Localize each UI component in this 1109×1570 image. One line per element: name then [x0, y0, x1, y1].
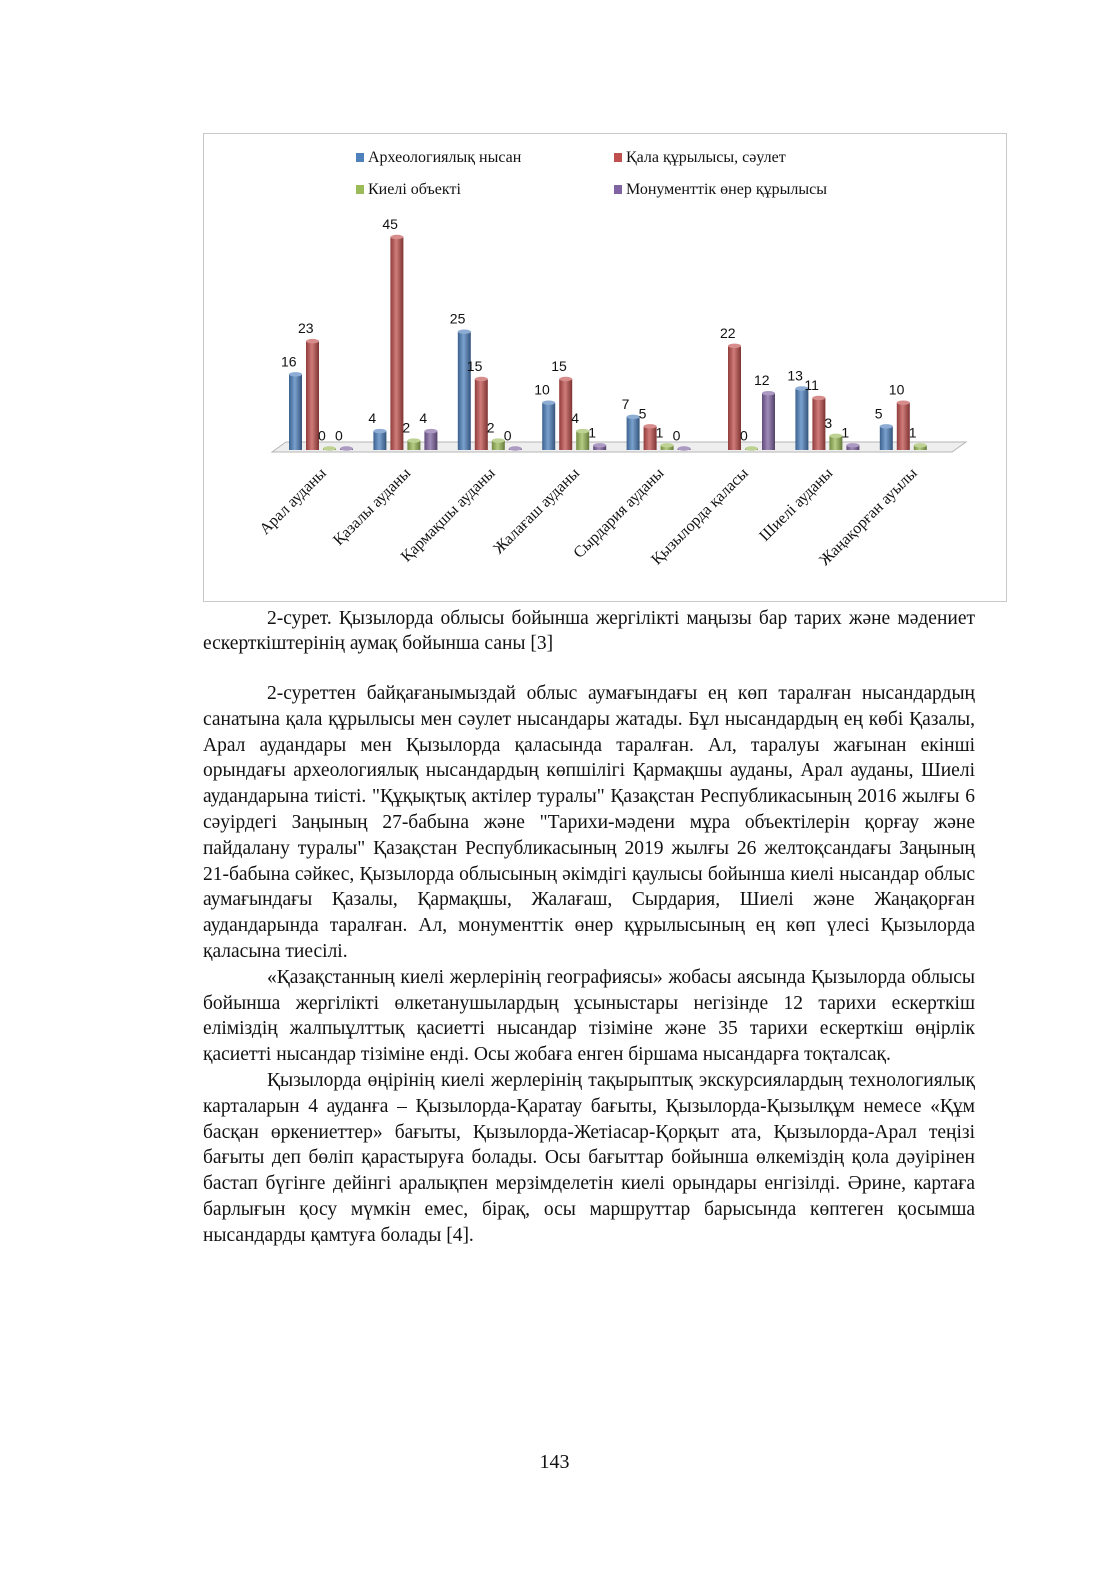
- data-label: 15: [551, 358, 567, 374]
- bar-body: [289, 374, 302, 450]
- bar: [340, 446, 353, 450]
- chart-category-labels: [257, 465, 921, 569]
- data-label: 7: [621, 395, 630, 412]
- category-label: Жаңақорған ауылы: [816, 464, 921, 570]
- data-label: 1: [588, 424, 596, 441]
- bar-top: [846, 443, 859, 447]
- bar-top: [880, 424, 893, 428]
- bar-top: [678, 446, 691, 450]
- bar: [509, 446, 522, 450]
- bar: [762, 391, 775, 450]
- bar-top: [424, 429, 437, 433]
- bar-top: [390, 235, 403, 239]
- data-label: 1: [655, 424, 664, 441]
- bar-top: [509, 446, 522, 450]
- bar: [458, 329, 471, 450]
- bar-top: [897, 400, 910, 404]
- bar: [795, 386, 808, 450]
- bar-top: [475, 377, 488, 381]
- data-label: 10: [888, 381, 905, 398]
- bar-body: [458, 332, 471, 450]
- bar: [914, 443, 927, 450]
- page-number: 143: [539, 1451, 570, 1473]
- bar-body: [795, 388, 808, 450]
- bar-top: [812, 396, 825, 400]
- bar: [880, 424, 893, 450]
- data-label: 22: [720, 324, 736, 341]
- bar-top: [340, 446, 353, 450]
- data-label: 0: [503, 427, 512, 444]
- bar-top: [407, 438, 420, 442]
- figure-caption: [203, 606, 975, 656]
- bar: [593, 443, 606, 450]
- bar-top: [289, 372, 302, 376]
- legend-label: Қала құрылысы, сәулет: [626, 149, 786, 166]
- bar-top: [762, 391, 775, 395]
- data-label: 4: [419, 410, 428, 427]
- legend-swatch: [356, 153, 364, 162]
- data-label: 13: [787, 367, 803, 384]
- bar: [407, 438, 420, 450]
- bar: [678, 446, 691, 450]
- data-label: 25: [449, 310, 466, 327]
- bar-top: [745, 446, 758, 450]
- category-label: Шиелі ауданы: [756, 464, 837, 545]
- data-label: 1: [908, 424, 917, 441]
- bar-top: [661, 443, 674, 447]
- category-label: Қазалы ауданы: [330, 464, 415, 549]
- legend-label: Монументтік өнер құрылысы: [626, 181, 827, 198]
- data-label: 3: [824, 414, 833, 431]
- bar-top: [458, 329, 471, 333]
- bar-chart: [203, 133, 1007, 602]
- bar-body: [390, 237, 403, 450]
- data-label: 0: [740, 427, 748, 444]
- data-label: 11: [804, 376, 819, 393]
- body-text: [203, 681, 975, 1249]
- data-label: 0: [335, 427, 343, 444]
- bar-top: [559, 377, 572, 381]
- category-label: Қызылорда қаласы: [648, 464, 752, 569]
- data-label: 16: [281, 353, 297, 370]
- figure-caption-text: 2-сурет. Қызылорда облысы бойынша жергілікті маңызы бар тарих және мәдениет ескерткіштерінің аумақ бойынша саны [3]: [203, 608, 975, 654]
- legend-swatch: [356, 185, 364, 194]
- data-label: 0: [318, 427, 326, 444]
- bar: [745, 446, 758, 450]
- chart-legend: [356, 149, 827, 198]
- category-label: Сырдария ауданы: [570, 464, 668, 562]
- data-label: 10: [534, 381, 550, 398]
- bar: [846, 443, 859, 450]
- data-label: 5: [638, 405, 647, 422]
- bar-body: [475, 379, 488, 450]
- data-label: 4: [368, 410, 377, 427]
- bar-body: [627, 417, 640, 450]
- legend-label: Киелі объекті: [368, 181, 461, 198]
- bar-top: [542, 400, 555, 404]
- bar: [475, 377, 488, 450]
- bar-top: [728, 344, 741, 348]
- data-label: 0: [672, 427, 681, 444]
- data-label: 2: [402, 419, 411, 436]
- data-label: 4: [571, 410, 579, 427]
- legend-swatch: [614, 153, 622, 162]
- legend-swatch: [614, 185, 622, 194]
- data-label: 2: [486, 419, 495, 436]
- bar: [661, 443, 674, 450]
- bar: [289, 372, 302, 450]
- paragraph: Қызылорда өңірінің киелі жерлерінің тақырыптық экскурсиялардың технологиялық карталарын 4 ауданға – Қызылорда-Қаратау бағыты, Қызылорда-Қызылқұм немесе «Құм басқан өркениеттер» бағыты, Қызылорда-Жетіасар-Қорқыт ата, Қызылорда-Арал теңізі бағыты деп бөліп қарастыруға болады. Осы бағыттар бойынша өлкеміздің қола дәуірінен бастап бүгінге дейінгі аралықпен мерзімделетін киелі орындары енгізілді. Әрине, картаға барлығын қосу мүмкін емес, бірақ, осы маршруттар барысында көптеген қосымша нысандарды қамтуға болады [4].: [203, 1069, 975, 1246]
- bar-top: [373, 429, 386, 433]
- paragraph: «Қазақстанның киелі жерлерінің географиясы» жобасы аясында Қызылорда облысы бойынша жергілікті өлкетанушылардың ұсыныстары негізінде 12 тарихи ескерткіш еліміздің жалпыұлттық қасиетті нысандар тізіміне және 35 тарихи ескерткіш өңірлік қасиетті нысандар тізіміне енді. Осы жобаға енген біршама нысандарға тоқталсақ.: [203, 966, 975, 1066]
- legend-label: Археологиялық нысан: [368, 149, 522, 166]
- bar-body: [542, 403, 555, 450]
- bar-body: [373, 431, 386, 450]
- bar-body: [762, 393, 775, 450]
- bar-top: [914, 443, 927, 447]
- bar-top: [323, 446, 336, 450]
- data-label: 12: [754, 372, 770, 389]
- data-label: 15: [466, 358, 483, 374]
- bar-top: [306, 339, 319, 343]
- data-label: 1: [841, 424, 850, 441]
- bar: [323, 446, 336, 450]
- bar-body: [880, 426, 893, 450]
- bar-body: [424, 431, 437, 450]
- category-label: Арал ауданы: [256, 464, 330, 539]
- bar: [424, 429, 437, 450]
- paragraph: 2-суреттен байқағанымыздай облыс аумағындағы ең көп таралған нысандардың санатына қала құрылысы мен сәулет нысандары жатады. Бұл нысандардың ең көбі Қазалы, Арал аудандары мен Қызылорда қаласында таралған. Ал, таралуы жағынан екінші орындағы археологиялық нысандардың көпшілігі Қармақшы ауданы, Арал ауданы, Шиелі аудандарына тиісті. "Құқықтық актілер туралы" Қазақстан Республикасының 2016 жылғы 6 сәуірдегі Заңының 27-бабына және "Тарихи-мәдени мұра объектілерін қорғау және пайдалану туралы" Қазақстан Республикасының 2019 жылғы 26 желтоқсандағы Заңының 21-бабына сәйкес, Қызылорда облысының әкімдігі қаулысы бойынша киелі нысандар облыс аумағындағы Қазалы, Қармақшы, Жалағаш, Сырдария, Шиелі және Жаңақорған аудандарында таралған. Ал, монументтік өнер құрылысының ең көп үлесі Қызылорда қаласына тиесілі.: [203, 683, 975, 962]
- bar-top: [593, 443, 606, 447]
- data-label: 23: [298, 320, 314, 337]
- bar: [542, 400, 555, 450]
- category-label: Қармақшы ауданы: [397, 464, 499, 566]
- bar: [390, 235, 403, 450]
- data-label: 45: [382, 216, 398, 232]
- category-label: Жалағаш ауданы: [490, 464, 584, 558]
- chart-canvas: [204, 134, 1008, 603]
- data-label: 5: [874, 405, 883, 422]
- bar: [373, 429, 386, 450]
